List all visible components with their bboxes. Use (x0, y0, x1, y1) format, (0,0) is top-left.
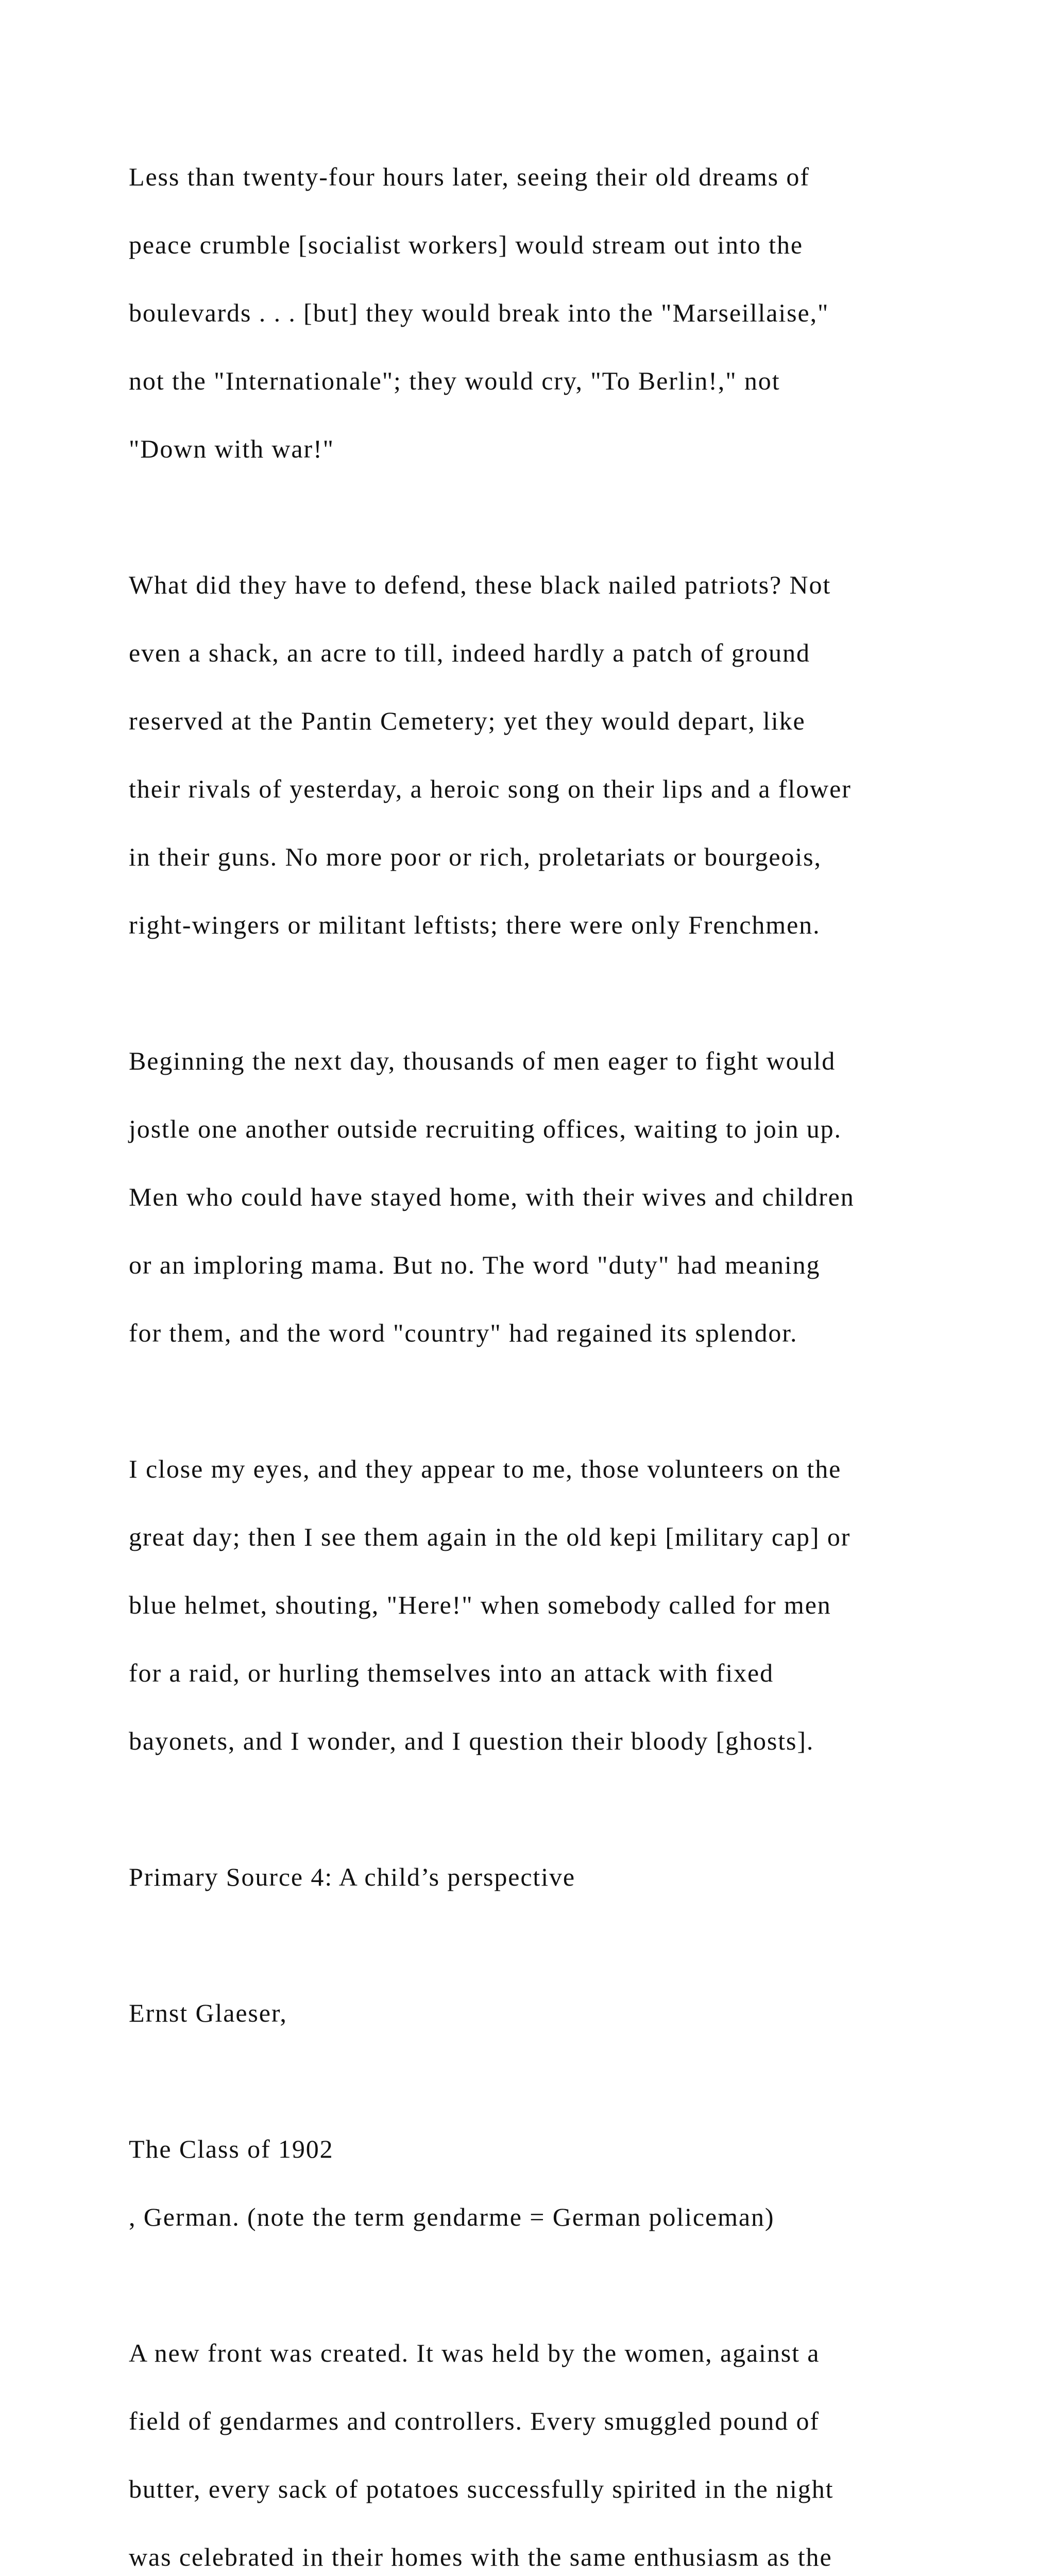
paragraph-volunteers (129, 1418, 979, 1792)
text-line: or an imploring mama. But no. The word "duty" had meaning (129, 1250, 821, 1279)
text-line: Beginning the next day, thousands of men eager to fight would (129, 1046, 836, 1075)
text-line: I close my eyes, and they appear to me, those volunteers on the (129, 1454, 842, 1483)
text-line: A new front was created. It was held by the women, against a (129, 2338, 820, 2367)
text-line: , German. (note the term gendarme = German policeman) (129, 2202, 775, 2231)
paragraph-patriots (129, 534, 979, 976)
text-line: boulevards . . . [but] they would break into the "Marseillaise," (129, 298, 829, 327)
text-line: What did they have to defend, these black nailed patriots? Not (129, 570, 831, 599)
text-line: Men who could have stayed home, with their wives and children (129, 1182, 855, 1211)
text-line: not the "Internationale"; they would cry, "To Berlin!," not (129, 366, 780, 395)
text-line: their rivals of yesterday, a heroic song on their lips and a flower (129, 774, 852, 803)
text-line: blue helmet, shouting, "Here!" when somebody called for men (129, 1590, 831, 1619)
text-line: even a shack, an acre to till, indeed hardly a patch of ground (129, 638, 810, 667)
text-line: great day; then I see them again in the old kepi [military cap] or (129, 1522, 851, 1551)
text-line: Less than twenty-four hours later, seeing their old dreams of (129, 162, 810, 191)
section-heading (129, 1826, 979, 1928)
text-line: for a raid, or hurling themselves into an attack with fixed (129, 1658, 774, 1687)
text-line: peace crumble [socialist workers] would stream out into the (129, 230, 803, 259)
paragraph-recruiting (129, 1010, 979, 1384)
source-citation (129, 2098, 979, 2268)
document-text (129, 126, 979, 2576)
paragraph-socialist-workers (129, 126, 979, 500)
text-line: bayonets, and I wonder, and I question their bloody [ghosts]. (129, 1726, 814, 1755)
text-line: in their guns. No more poor or rich, proletariats or bourgeois, (129, 842, 822, 871)
text-line: jostle one another outside recruiting offices, waiting to join up. (129, 1114, 842, 1143)
text-line: for them, and the word "country" had regained its splendor. (129, 1318, 798, 1347)
paragraph-new-front (129, 2302, 979, 2576)
text-line: reserved at the Pantin Cemetery; yet they would depart, like (129, 706, 806, 735)
text-line: The Class of 1902 (129, 2134, 334, 2163)
text-line: field of gendarmes and controllers. Every smuggled pound of (129, 2406, 820, 2435)
text-line: Ernst Glaeser, (129, 1998, 287, 2027)
author-name (129, 1962, 979, 2064)
text-line: Primary Source 4: A child’s perspective (129, 1862, 575, 1891)
text-line: butter, every sack of potatoes successfully spirited in the night (129, 2475, 834, 2503)
text-line: "Down with war!" (129, 434, 334, 463)
text-line: right-wingers or militant leftists; there were only Frenchmen. (129, 910, 821, 939)
text-line: was celebrated in their homes with the same enthusiasm as the (129, 2543, 832, 2571)
